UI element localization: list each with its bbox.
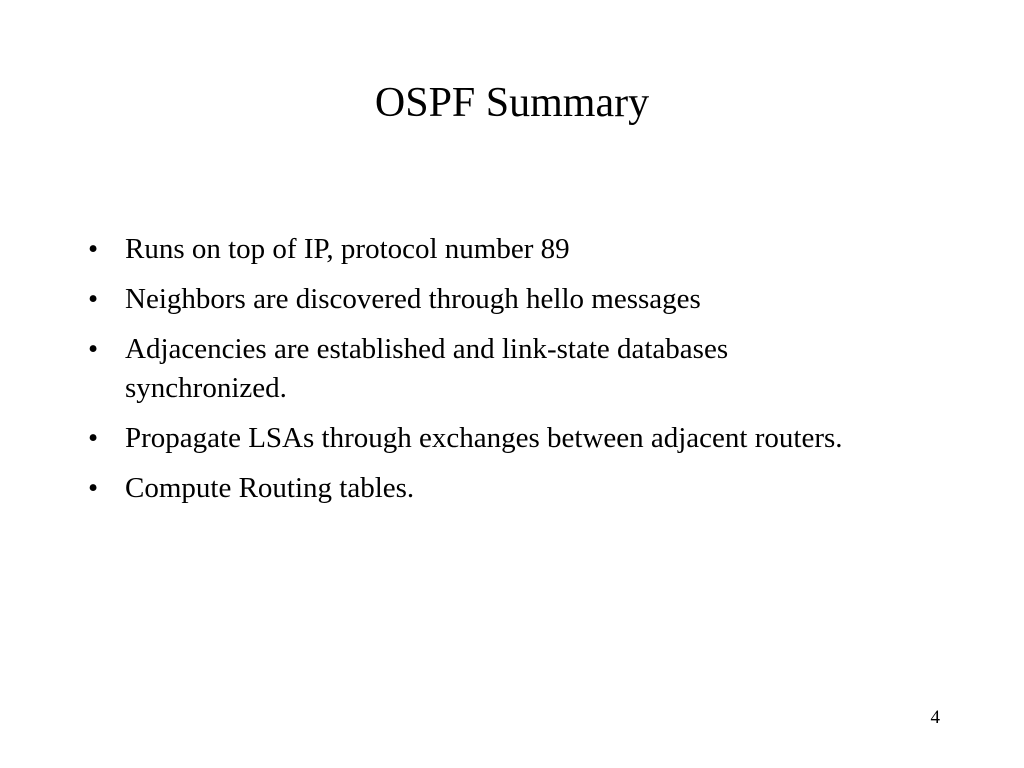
bullet-marker: • bbox=[88, 472, 99, 504]
bullet-marker: • bbox=[88, 283, 99, 315]
slide-number: 4 bbox=[930, 707, 940, 728]
bullet-marker: • bbox=[88, 422, 99, 454]
bullet-item bbox=[88, 419, 888, 458]
bullet-text: Runs on top of IP, protocol number 89 bbox=[125, 233, 570, 265]
slide-title: OSPF Summary bbox=[374, 80, 650, 126]
bullet-item bbox=[88, 330, 888, 408]
bullet-text: Adjacencies are established and link-state databases synchronized. bbox=[125, 333, 729, 404]
bullet-text: Propagate LSAs through exchanges between adjacent routers. bbox=[125, 422, 843, 454]
bullet-marker: • bbox=[88, 333, 99, 365]
bullet-item bbox=[88, 280, 888, 319]
bullet-text: Compute Routing tables. bbox=[125, 472, 415, 504]
bullet-marker: • bbox=[88, 233, 99, 265]
bullet-text: Neighbors are discovered through hello messages bbox=[125, 283, 701, 315]
bullet-list bbox=[88, 230, 888, 519]
bullet-item bbox=[88, 230, 888, 269]
bullet-item bbox=[88, 469, 888, 508]
